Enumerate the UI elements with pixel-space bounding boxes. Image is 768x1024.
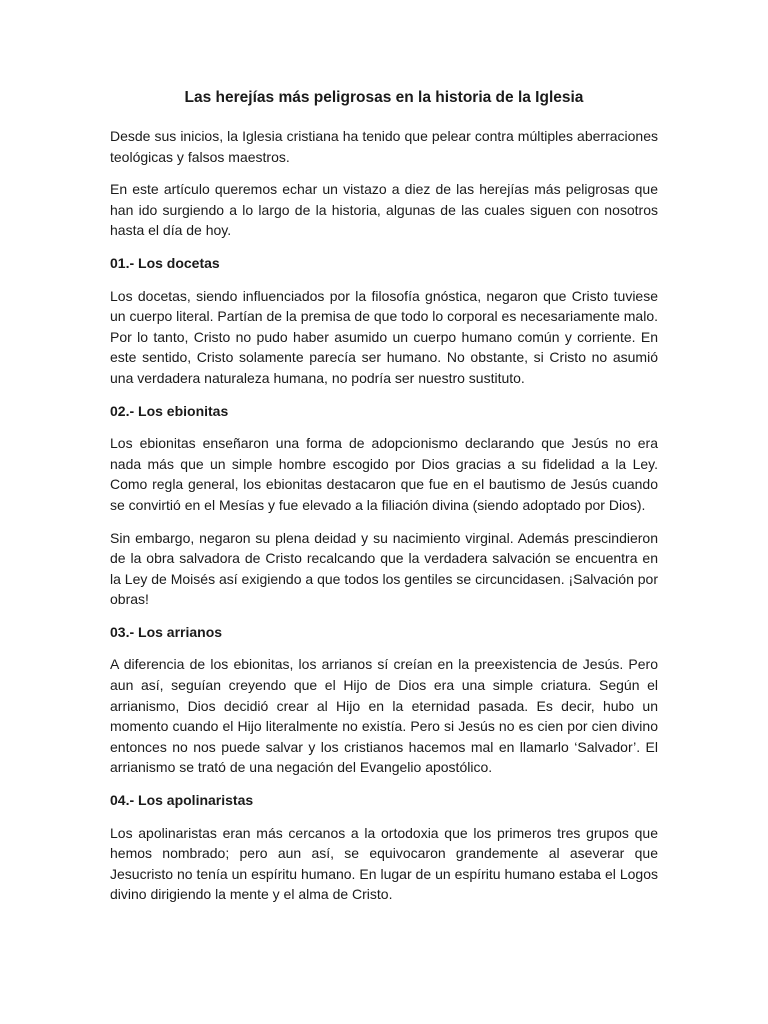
intro-paragraph: Desde sus inicios, la Iglesia cristiana ha tenido que pelear contra múltiples aberraciones teológicas y falsos maestros. [110, 128, 658, 165]
intro-paragraph: En este artículo queremos echar un vistazo a diez de las herejías más peligrosas que han ido surgiendo a lo largo de la historia, algunas de las cuales siguen con nosotros hasta el día de hoy. [110, 181, 658, 239]
section-heading-docetas: 01.- Los docetas [110, 254, 220, 271]
section-heading-arrianos: 03.- Los arrianos [110, 623, 223, 640]
section-heading-ebionitas: 02.- Los ebionitas [110, 402, 229, 419]
section-paragraph: Los docetas, siendo influenciados por la filosofía gnóstica, negaron que Cristo tuviese un cuerpo literal. Partían de la premisa de que todo lo corporal es necesariamente malo. Por lo tanto, Cristo no pudo haber asumido un cuerpo humano común y corriente. En este sentido, Cristo solamente parecía ser humano. No obstante, si Cristo no asumió una verdadera naturaleza humana, no podría ser nuestro sustituto. [110, 287, 658, 386]
section-paragraph: Los ebionitas enseñaron una forma de adopcionismo declarando que Jesús no era nada más que un simple hombre escogido por Dios gracias a su fidelidad a la Ley. Como regla general, los ebionitas destacaron que fue en el bautismo de Jesús cuando se convirtió en el Mesías y fue elevado a la filiación divina (siendo adoptado por Dios). [110, 435, 658, 513]
document-title: Las herejías más peligrosas en la historia de la Iglesia [184, 89, 584, 106]
section-paragraph: A diferencia de los ebionitas, los arrianos sí creían en la preexistencia de Jesús. Pero aun así, seguían creyendo que el Hijo de Dios era una simple criatura. Según el arrianismo, Dios decidió crear al Hijo en la eternidad pasada. Es decir, hubo un momento cuando el Hijo literalmente no existía. Pero si Jesús no es cien por cien divino entonces no nos puede salvar y los cristianos hacemos mal en llamarlo ‘Salvador’. El arrianismo se trató de una negación del Evangelio apostólico. [110, 656, 658, 776]
section-paragraph: Sin embargo, negaron su plena deidad y su nacimiento virginal. Además prescindieron de la obra salvadora de Cristo recalcando que la verdadera salvación se encuentra en la Ley de Moisés así exigiendo a que todos los gentiles se circuncidasen. ¡Salvación por obras! [110, 529, 658, 608]
document-body [110, 80, 658, 917]
section-paragraph: Los apolinaristas eran más cercanos a la ortodoxia que los primeros tres grupos que hemos nombrado; pero aun así, se equivocaron grandemente al aseverar que Jesucristo no tenía un espíritu humano. En lugar de un espíritu humano estaba el Logos divino dirigiendo la mente y el alma de Cristo. [110, 824, 658, 903]
section-heading-apolinaristas: 04.- Los apolinaristas [110, 792, 254, 809]
